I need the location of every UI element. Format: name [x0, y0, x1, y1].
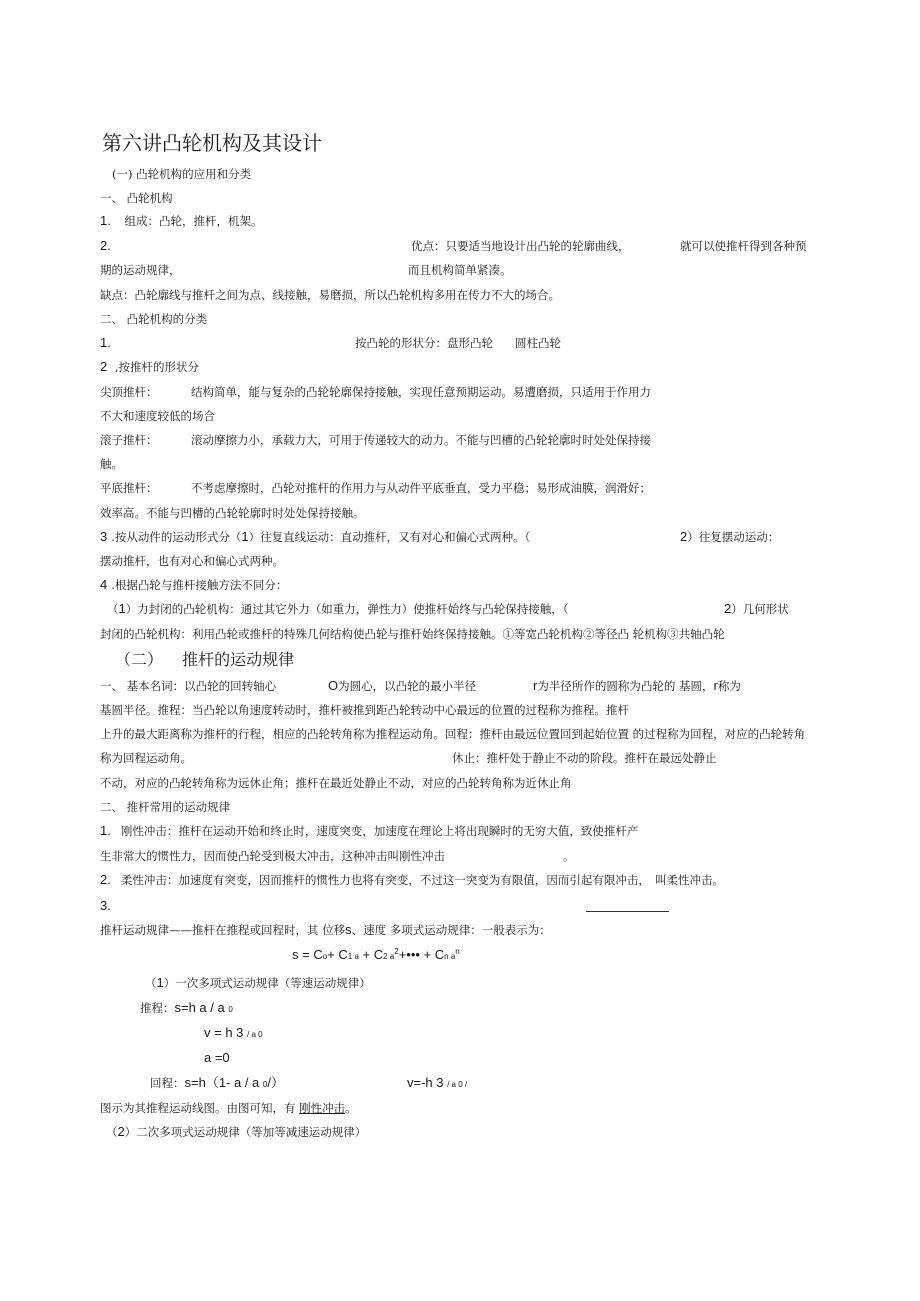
text-line: 封闭的凸轮机构：利用凸轮或推杆的特殊几何结构使凸轮与推杆始终保持接触。①等宽凸轮机构②等径凸 轮机构③共轴凸轮 — [100, 627, 725, 641]
section-heading — [115, 650, 294, 670]
text-line: 结构简单，能与复杂的凸轮轮廓保持接触，实现任意预期运动。易遭磨损，只适用于作用力 — [191, 385, 651, 399]
symbol: O — [328, 678, 339, 693]
text-line: 圆柱凸轮 — [515, 336, 561, 350]
symbol: s — [345, 922, 352, 937]
formula-sub: 0 — [228, 1005, 233, 1014]
text-line: 不大和速度较低的场合 — [100, 409, 215, 423]
text-line: 一、 基本名词：以凸轮的回转轴心 — [100, 679, 277, 693]
item-number: 2 — [117, 1124, 125, 1139]
item-number: 1. — [100, 213, 111, 228]
paragraph — [680, 529, 779, 545]
paragraph — [100, 823, 638, 839]
formula-sup: n — [455, 947, 460, 956]
formula-part: + C — [327, 947, 348, 962]
item-number: 1. — [100, 823, 111, 838]
text-line: 基圆半径。推程：当凸轮以角速度转动时，推杆被推到距凸轮转动中心最远的位置的过程称为推程。推杆 — [100, 703, 629, 717]
part-heading: 二、 推杆常用的运动规律 — [100, 800, 231, 814]
label: 推程： — [140, 1001, 175, 1015]
paren: （ — [106, 1125, 118, 1139]
polynomial-formula — [292, 944, 460, 965]
section-heading: (一) 凸轮机构的应用和分类 — [112, 167, 252, 181]
text-line: 生非常大的惯性力，因而使凸轮受到极大冲击，这种冲击叫刚性冲击 — [100, 849, 445, 863]
paragraph — [100, 577, 287, 593]
text-line: 称为 — [717, 679, 741, 693]
paragraph — [100, 872, 650, 888]
symbol: r — [713, 678, 718, 693]
formula-sub: n a — [444, 952, 456, 961]
text-line: 不动，对应的凸轮转角称为远休止角；推杆在最近处静止不动，对应的凸轮转角称为近休止角 — [100, 776, 572, 790]
text-line: 组成：凸轮，推杆，机架。 — [124, 214, 263, 228]
paren: （ — [145, 976, 157, 990]
item-number: 2. — [100, 238, 111, 253]
text-line: 滚动摩擦力小，承载力大，可用于传递较大的动力。不能与凹槽的凸轮轮廓时时处处保持接 — [191, 433, 651, 447]
return-velocity-formula — [407, 1075, 467, 1093]
text-line: .按从动件的运动形式分（ — [111, 530, 242, 544]
paragraph — [145, 975, 371, 991]
formula-part: s=h a / a — [174, 1000, 229, 1015]
text-line: ）往复摆动运动： — [687, 530, 780, 544]
item-number: 4 — [100, 577, 108, 592]
text-line: 就可以使推杆得到各种预 — [680, 239, 807, 253]
paragraph — [100, 213, 263, 229]
acceleration-formula: a =0 — [204, 1050, 230, 1065]
formula-sub: 0 — [262, 1080, 268, 1089]
text-line: 按凸轮的形状分：盘形凸轮 — [355, 336, 493, 350]
item-number: 2 — [100, 359, 108, 374]
section-title: 推杆的运动规律 — [182, 650, 295, 669]
item-number: 3 — [100, 529, 108, 544]
underlined-term: 刚性冲击 — [299, 1101, 346, 1115]
formula-part: v=-h 3 — [407, 1075, 448, 1090]
text-line: 休止：推杆处于静止不动的阶段。推杆在最远处静止 — [452, 751, 717, 765]
item-number: 1 — [241, 529, 249, 544]
text-line: 称为回程运动角。 — [100, 751, 192, 765]
paren: （ — [107, 602, 119, 616]
text-line: 。 — [345, 1101, 357, 1115]
blank-line — [586, 911, 669, 912]
symbol: r — [533, 678, 538, 693]
paragraph — [100, 1100, 357, 1116]
text-line: 推杆运动规律——推杆在推程或回程时，其 位移 — [100, 923, 346, 937]
part-heading: 二、 凸轮机构的分类 — [100, 312, 208, 326]
text-line: 刚性冲击：推杆在运动开始和终止时，速度突变，加速度在理论上将出现瞬时的无穷大值，致使推杆产 — [120, 824, 639, 838]
part-heading: 一、 凸轮机构 — [100, 191, 173, 205]
text-line: 优点：只要适当地设计出凸轮的轮廓曲线， — [411, 239, 630, 253]
text-line: ）力封闭的凸轮机构：通过其它外力（如重力，弹性力）使推杆始终与凸轮保持接触，（ — [125, 602, 569, 616]
text-line: ）往复直线运动：直动推杆，又有对心和偏心式两种。（ — [248, 530, 531, 544]
item-number: 2 — [724, 601, 732, 616]
text-line: 摆动推杆，也有对心和偏心式两种。 — [100, 554, 284, 568]
formula-sub: 1 a — [347, 952, 359, 961]
formula-part: s=h（1- a / a — [184, 1075, 263, 1090]
item-number: 3. — [100, 898, 111, 913]
paragraph — [107, 601, 568, 617]
label: 回程： — [150, 1076, 185, 1090]
paragraph — [533, 678, 741, 694]
formula-sup: 2 — [394, 947, 399, 956]
text-line: .根据凸轮与推杆接触方法不同分： — [111, 578, 288, 592]
section-number: （二） — [115, 650, 164, 669]
velocity-formula — [204, 1025, 263, 1043]
text-line: 不考虑摩擦时，凸轮对推杆的作用力与从动件平底垂直，受力平稳；易形成油膜，润滑好； — [191, 481, 651, 495]
text-line: 而且机构简单紧凑。 — [408, 263, 512, 277]
formula-sub: / a 0 / — [447, 1080, 468, 1089]
page-title: 第六讲凸轮机构及其设计 — [102, 131, 322, 155]
text-line: 图示为其推程运动线图。由图可知，有 — [100, 1101, 300, 1115]
text-line: 效率高。不能与凹槽的凸轮轮廓时时处处保持接触。 — [100, 506, 365, 520]
text-line: ）二次多项式运动规律（等加等减速运动规律） — [124, 1125, 367, 1139]
paragraph — [328, 678, 476, 694]
formula-sub: o — [322, 952, 328, 961]
formula-sub: / a 0 — [247, 1030, 263, 1039]
formula-part: s = C — [292, 947, 323, 962]
text-line: 为半径所作的圆称为凸轮的 基圆， — [537, 679, 714, 693]
item-number: 1. — [100, 335, 111, 350]
paragraph — [140, 1000, 233, 1018]
text-line: ,按推杆的形状分 — [114, 360, 200, 374]
formula-part: + C — [358, 947, 384, 962]
formula-part: +••• + C — [398, 947, 445, 962]
text-line: 叫柔性冲击。 — [655, 873, 724, 887]
text-line: 为圆心，以凸轮的最小半径 — [338, 679, 477, 693]
text-line: 、速度 多项式运动规律：一般表示为： — [351, 923, 551, 937]
paragraph — [724, 601, 789, 617]
paragraph — [100, 922, 551, 938]
term-label: 平底推杆： — [100, 481, 158, 495]
paragraph — [150, 1075, 284, 1093]
item-number: 1 — [156, 975, 164, 990]
paragraph — [100, 529, 530, 545]
text-line: 触。 — [100, 457, 123, 471]
paragraph — [100, 359, 199, 375]
formula-sub: 2 a — [383, 952, 395, 961]
text-line: 上升的最大距离称为推杆的行程，相应的凸轮转角称为推程运动角。回程：推杆由最远位置回到起始位置 的过程称为回程，对应的凸轮转角 — [100, 727, 806, 741]
term-label: 尖顶推杆： — [100, 385, 158, 399]
text-line: 柔性冲击：加速度有突变，因而推杆的惯性力也将有突变，不过这一突变为有限值，因而引起有限冲击， — [120, 873, 650, 887]
text-line: ）几何形状 — [731, 602, 789, 616]
formula-part: /） — [267, 1075, 284, 1090]
text-line: 期的运动规律， — [100, 263, 181, 277]
formula-part: v = h 3 — [204, 1025, 247, 1040]
text-line: ）一次多项式运动规律（等速运动规律） — [163, 976, 371, 990]
item-number: 2. — [100, 872, 111, 887]
term-label: 滚子推杆： — [100, 433, 158, 447]
paragraph — [106, 1124, 366, 1140]
item-number: 1 — [118, 601, 126, 616]
item-number: 2 — [680, 529, 688, 544]
text-line: 。 — [563, 849, 575, 863]
text-line: 缺点：凸轮廓线与推杆之间为点、线接触，易磨损，所以凸轮机构多用在传力不大的场合。 — [100, 288, 560, 302]
